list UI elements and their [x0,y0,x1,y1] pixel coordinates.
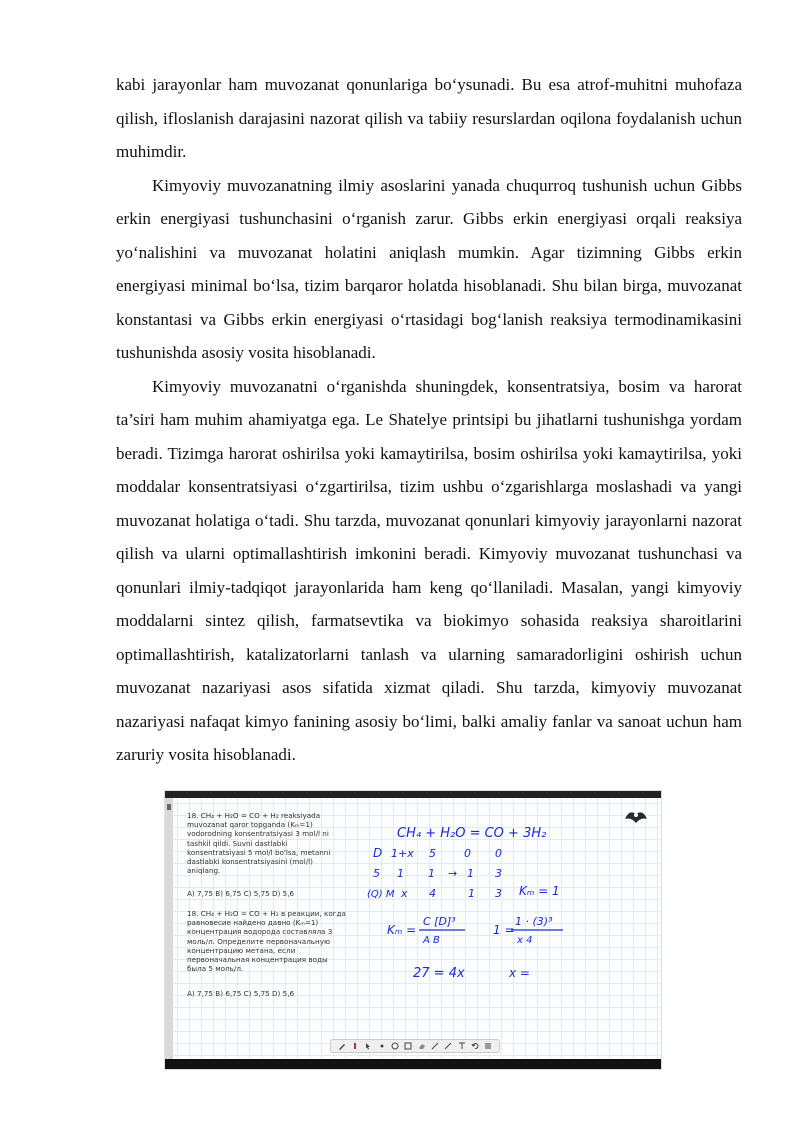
hw-row2-c3: 1 [428,867,435,880]
handwritten-solution [165,791,661,1069]
hw-row1-c4: 0 [495,847,502,860]
hw-row2-c6: 3 [495,867,502,880]
paragraph-2: Kimyoviy muvozanatning ilmiy asoslarini yanada chuqurroq tushunish uchun Gibbs erkin energiyasi tushunchasini o‘rganish zarur. Gibbs erkin energiyasi orqali reaksiya yo‘nalishini va muvozanat holatini aniqlash mumkin. Agar tizimning Gibbs erkin energiyasi minimal bo‘lsa, tizim barqaror holatda hisoblanadi. Shu bilan birga, muvozanat konstantasi va Gibbs erkin energiyasi o‘rtasidagi bog‘lanish reaksiya termodinamikasini tushunishda asosiy vosita hisoblanadi. [116,175,742,362]
circle-icon[interactable] [391,1042,399,1050]
hw-row3-c3: 1 [468,887,475,900]
hw-row2-arrow: → [448,867,458,880]
hw-formula-lhs: Kₘ = [387,923,417,937]
hw-row2-c1: 5 [373,867,380,880]
hw-row2-c2: 1 [397,867,404,880]
hw-rhs-num: 1 · (3)³ [515,915,553,928]
hw-row1-c2: 5 [429,847,436,860]
problem-text-ru: 18. CH₄ + H₂O = CO + H₂ в реакции, когда равновесие найдено давно (Kₘ=1) концентрация водорода составляла 3 моль/л. Определите первоначальную концентрацию метана, если первоначальная концентрация воды была 5 моль/л. [187,909,346,974]
paragraph-3: Kimyoviy muvozanatni o‘rganishda shuningdek, konsentratsiya, bosim va harorat ta’siri ham muhim ahamiyatga ega. Le Shatelye printsipi bu jihatlarni tushunishga yordam beradi. Tizimga harorat oshirilsa yoki kamaytirilsa, bosim oshirilsa yoki kamaytirilsa, yoki moddalar konsentratsiyasi o‘zgartirilsa, tizim ushbu o‘zgarishlarga moslashadi va yangi muvozanat holatiga o‘tadi. Shu tarzda, muvozanat qonunlari kimyoviy jarayonlarni nazorat qilish va ularni optimallashtirish imkonini beradi. Kimyoviy muvozanat tushunchasi va qonunlari ilmiy-tadqiqot jarayonlarida ham keng qo‘llaniladi. Masalan, yangi kimyoviy moddalarni sintez qilish, farmatsevtika va biokimyo sohasida reaksiya sharoitlarini optimallashtirish, katalizatorlarni tanlash va ularning samaradorligini oshirish uchun muvozanat nazariyasi asos sifatida xizmat qiladi. Shu tarzda, kimyoviy muvozanat nazariyasi nafaqat kimyo fanining asosiy bo‘limi, balki amaliy fanlar va sanoat uchun ham zaruriy vosita hisoblanadi. [116,376,742,764]
hw-row3-c2: 4 [429,887,436,900]
undo-icon[interactable] [471,1042,479,1050]
hw-final-eq: 27 = 4x [413,966,465,981]
whiteboard-screenshot [164,790,662,1070]
hw-k-value: Kₘ = 1 [519,884,560,898]
brush-icon[interactable] [444,1042,452,1050]
hw-equation: CH₄ + H₂O = CO + 3H₂ [397,826,547,841]
document-body [116,68,742,772]
hw-row1-c1: 1+x [391,847,414,860]
hw-row3-label: (Q) M [367,889,395,900]
marker-icon[interactable] [351,1042,359,1050]
hw-row2-c5: 1 [467,867,474,880]
drawing-toolbar [330,1039,500,1053]
hw-row3-c1: x [401,887,408,900]
menu-icon[interactable] [484,1042,492,1050]
hw-row1-c3: 0 [464,847,471,860]
line-icon[interactable] [431,1042,439,1050]
square-icon[interactable] [404,1042,412,1050]
hw-rhs-den: x 4 [517,935,533,946]
problem-options-ru: A) 7,75 B) 6,75 C) 5,75 D) 5,6 [187,989,295,998]
hw-final-tail: x = [509,966,530,980]
text-icon[interactable] [458,1042,466,1050]
eraser-icon[interactable] [418,1042,426,1050]
hw-formula-den: A B [423,935,440,946]
hw-row1-label: D [373,846,383,860]
paragraph-1: kabi jarayonlar ham muvozanat qonunlariga bo‘ysunadi. Bu esa atrof-muhitni muhofaza qilish, ifloslanish darajasini nazorat qilish va tabiiy resurslardan oqilona foydalanish uchun muhimdir. [116,75,742,161]
pointer-icon[interactable] [364,1042,372,1050]
hw-row3-c4: 3 [495,887,502,900]
problem-text-uz: 18. CH₄ + H₂O = CO + H₂ reaksiyada muvozanat qaror topganda (Kₘ=1) vodorodning konsentratsiyasi 3 mol/l ni tashkil qildi. Suvni dastlabki konsentratsiyasi 5 mol/l bo'lsa, metanni dastlabki konsentratsiyasini (mol/l) aniqlang. [187,811,331,876]
hw-formula-num: C [D]³ [423,915,456,928]
dot-icon[interactable] [378,1042,386,1050]
whiteboard-bottom-bar [165,1059,661,1069]
problem-options-uz: A) 7,75 B) 6,75 C) 5,75 D) 5,6 [187,889,295,898]
hw-rhs-lhs: 1 = [493,923,515,937]
pen-icon[interactable] [338,1042,346,1050]
